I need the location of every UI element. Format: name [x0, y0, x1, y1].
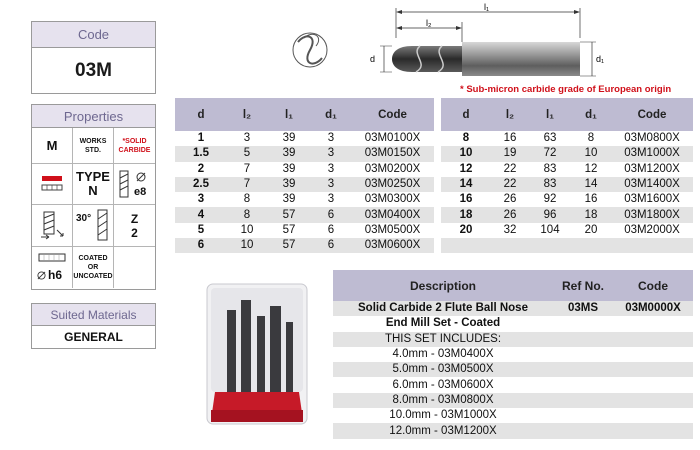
sizes-left-body [175, 131, 434, 253]
col-d: d [175, 98, 227, 131]
col-d: d [441, 98, 491, 131]
cell-code: 03M1200X [611, 162, 693, 177]
cell-description: 5.0mm - 03M0500X [333, 362, 553, 377]
cell-code: 03M0100X [351, 131, 434, 146]
col-code: Code [613, 270, 693, 301]
cell-l2: 7 [227, 177, 267, 192]
table-row [333, 316, 693, 331]
carbide-note: * Sub-micron carbide grade of European origin [460, 84, 672, 95]
z-label: Z [130, 211, 139, 226]
cell-ref [553, 362, 613, 377]
table-row [175, 238, 434, 253]
cell-l1: 57 [267, 207, 311, 222]
cell-code [613, 377, 693, 392]
cell-l1: 72 [529, 146, 571, 161]
d-label: d [370, 54, 376, 64]
cell-d1: 3 [311, 192, 351, 207]
cell-description: End Mill Set - Coated [333, 316, 553, 331]
flutes-block [131, 212, 138, 240]
properties-label: Properties [32, 105, 155, 128]
cell-d1: 8 [571, 131, 611, 146]
col-l1: l₁ [267, 98, 311, 131]
cell-d1: 16 [571, 192, 611, 207]
suited-materials-label: Suited Materials [32, 304, 155, 326]
cell-description: Solid Carbide 2 Flute Ball Nose [333, 301, 553, 316]
cell-l2: 26 [491, 207, 529, 222]
properties-grid [32, 128, 155, 288]
cell-ref: 03MS [553, 301, 613, 316]
cell-description: 4.0mm - 03M0400X [333, 347, 553, 362]
table-row [441, 207, 693, 222]
cell-d: 12 [441, 162, 491, 177]
cell-ref [553, 347, 613, 362]
cell-code [613, 393, 693, 408]
cell-d1: 3 [311, 131, 351, 146]
cell-l2: 19 [491, 146, 529, 161]
cell-l2: 7 [227, 162, 267, 177]
cell-l1: 39 [267, 131, 311, 146]
shank-tolerance-value: e8 [134, 186, 147, 198]
cell-l2: 26 [491, 192, 529, 207]
cell-d1: 12 [571, 162, 611, 177]
cell-code: 03M0600X [351, 238, 434, 253]
cell-l1: 92 [529, 192, 571, 207]
cell-l2: 16 [491, 131, 529, 146]
prop-shank-tolerance [114, 164, 155, 205]
cell-d [441, 238, 491, 253]
code-card-label: Code [32, 22, 155, 48]
type-label: TYPE [76, 169, 110, 184]
cell-d1: 3 [311, 146, 351, 161]
cell-d1: 6 [311, 207, 351, 222]
col-code: Code [351, 98, 434, 131]
cell-code: 03M0500X [351, 223, 434, 238]
cell-code: 03M0000X [613, 301, 693, 316]
col-d1: d₁ [311, 98, 351, 131]
cell-l1 [529, 238, 571, 253]
table-row [175, 207, 434, 222]
table-row [333, 408, 693, 423]
cell-l2: 10 [227, 223, 267, 238]
axial-feed-icon [37, 210, 67, 242]
sizes-right-body [441, 131, 693, 253]
end-view-icon [293, 33, 327, 67]
cell-code: 03M0200X [351, 162, 434, 177]
table-row [441, 131, 693, 146]
table-row [333, 332, 693, 347]
helix-icon [95, 209, 111, 241]
cell-l2: 3 [227, 131, 267, 146]
cell-d: 8 [441, 131, 491, 146]
prop-h6 [32, 247, 73, 288]
cell-l1: 57 [267, 223, 311, 238]
cell-d1: 6 [311, 238, 351, 253]
code-card [31, 21, 156, 94]
cell-ref [553, 408, 613, 423]
flute-icon [118, 170, 130, 198]
cell-d1: 20 [571, 223, 611, 238]
l2-label: l₂ [426, 18, 432, 28]
table-row [175, 223, 434, 238]
table-row [441, 238, 693, 253]
prop-material [32, 128, 73, 164]
cell-d1: 6 [311, 223, 351, 238]
prop-works-std [73, 128, 114, 164]
suited-materials-value: GENERAL [64, 330, 123, 344]
table-row [441, 177, 693, 192]
set-header-row [333, 270, 693, 301]
cell-code: 03M0800X [611, 131, 693, 146]
properties-card [31, 104, 156, 290]
cell-l1: 96 [529, 207, 571, 222]
h6-value: h6 [48, 268, 63, 282]
z-value: 2 [131, 225, 138, 240]
works-std-label: WORKS STD. [79, 137, 107, 154]
helix-angle-value: 30° [76, 213, 92, 224]
cell-code: 03M2000X [611, 223, 693, 238]
cell-description: 8.0mm - 03M0800X [333, 393, 553, 408]
cell-d: 14 [441, 177, 491, 192]
table-row [441, 192, 693, 207]
cell-ref [553, 393, 613, 408]
cell-code: 03M0250X [351, 177, 434, 192]
col-l1: l₁ [529, 98, 571, 131]
prop-helix [73, 205, 114, 247]
table-row [333, 423, 693, 438]
table-row [441, 223, 693, 238]
cell-ref [553, 377, 613, 392]
cell-code: 03M1600X [611, 192, 693, 207]
cell-d1: 10 [571, 146, 611, 161]
table-row [333, 377, 693, 392]
cell-l2: 22 [491, 162, 529, 177]
set-base-bottom [211, 410, 303, 422]
cell-l1: 39 [267, 177, 311, 192]
cell-d: 4 [175, 207, 227, 222]
cell-description: 12.0mm - 03M1200X [333, 423, 553, 438]
cell-d1: 14 [571, 177, 611, 192]
cell-d: 18 [441, 207, 491, 222]
cell-l2: 22 [491, 177, 529, 192]
prop-cutter-icon [32, 164, 73, 205]
prop-type [73, 164, 114, 205]
cell-d: 1 [175, 131, 227, 146]
table-row [175, 192, 434, 207]
cell-d: 20 [441, 223, 491, 238]
table-row [333, 393, 693, 408]
cell-d: 16 [441, 192, 491, 207]
cell-l2 [491, 238, 529, 253]
prop-solid-carbide [114, 128, 155, 164]
cell-l2: 8 [227, 207, 267, 222]
cell-l2: 8 [227, 192, 267, 207]
cell-code [611, 238, 693, 253]
prop-empty [114, 247, 155, 288]
l2-arrow-right [456, 26, 462, 30]
cell-code [613, 316, 693, 331]
cell-d: 2 [175, 162, 227, 177]
cell-description: THIS SET INCLUDES: [333, 332, 553, 347]
cell-l1: 63 [529, 131, 571, 146]
solid-carbide-label: *SOLID CARBIDE [118, 137, 151, 154]
cell-l1: 57 [267, 238, 311, 253]
cell-l1: 39 [267, 192, 311, 207]
cell-code: 03M1000X [611, 146, 693, 161]
table-row [175, 177, 434, 192]
cell-code: 03M1400X [611, 177, 693, 192]
diameter-icon [37, 271, 46, 280]
cell-code [613, 408, 693, 423]
sizes-right-header-row [441, 98, 693, 131]
cell-code [613, 347, 693, 362]
sizes-table-left [175, 98, 434, 253]
cell-l2: 5 [227, 146, 267, 161]
col-description: Description [333, 270, 553, 301]
cell-code: 03M0400X [351, 207, 434, 222]
table-row [333, 362, 693, 377]
coated-label: COATED OR UNCOATED [73, 255, 113, 280]
table-row [333, 347, 693, 362]
table-row [175, 146, 434, 161]
cell-d: 6 [175, 238, 227, 253]
table-row [333, 301, 693, 316]
diameter-icon [136, 172, 146, 182]
cell-l1: 39 [267, 146, 311, 161]
cell-code [613, 423, 693, 438]
cell-d1: 18 [571, 207, 611, 222]
cell-description: 6.0mm - 03M0600X [333, 377, 553, 392]
cell-code: 03M0150X [351, 146, 434, 161]
end-mill-set-image [175, 270, 333, 439]
cell-code [613, 332, 693, 347]
code-card-value: 03M [75, 60, 112, 81]
l1-arrow-right [574, 10, 580, 14]
prop-coated [73, 247, 114, 288]
table-row [175, 131, 434, 146]
sizes-left-header-row [175, 98, 434, 131]
table-row [441, 146, 693, 161]
type-block [76, 170, 110, 198]
col-l2: l₂ [491, 98, 529, 131]
cell-d1: 3 [311, 177, 351, 192]
d1-label: d₁ [596, 54, 605, 64]
cell-l1: 104 [529, 223, 571, 238]
tool-shank [462, 42, 580, 76]
table-row [441, 162, 693, 177]
cell-code: 03M0300X [351, 192, 434, 207]
cell-d1 [571, 238, 611, 253]
prop-axial-feed [32, 205, 73, 247]
cell-code [613, 362, 693, 377]
cell-d1: 3 [311, 162, 351, 177]
set-body [333, 301, 693, 439]
col-ref: Ref No. [553, 270, 613, 301]
l1-arrow-left [396, 10, 402, 14]
l1-label: l₁ [484, 2, 490, 12]
table-row [175, 162, 434, 177]
material-letter: M [46, 138, 58, 153]
cell-d: 2.5 [175, 177, 227, 192]
cell-l1: 83 [529, 162, 571, 177]
prop-flutes [114, 205, 155, 247]
cell-d: 5 [175, 223, 227, 238]
cell-d: 10 [441, 146, 491, 161]
cell-code: 03M1800X [611, 207, 693, 222]
tool-drawing [280, 2, 640, 92]
col-l2: l₂ [227, 98, 267, 131]
col-code: Code [611, 98, 693, 131]
l2-arrow-left [396, 26, 402, 30]
cell-l2: 10 [227, 238, 267, 253]
cell-description: 10.0mm - 03M1000X [333, 408, 553, 423]
tool-flute [392, 46, 462, 72]
sizes-table-right [441, 98, 693, 253]
cell-l1: 83 [529, 177, 571, 192]
cell-ref [553, 316, 613, 331]
cell-ref [553, 332, 613, 347]
cell-d: 3 [175, 192, 227, 207]
cutting-edge-icon [37, 174, 67, 194]
suited-materials-card [31, 303, 156, 349]
type-value: N [88, 183, 98, 198]
cell-ref [553, 423, 613, 438]
cell-l1: 39 [267, 162, 311, 177]
set-table [333, 270, 693, 439]
shank-icon [38, 253, 66, 262]
cell-d: 1.5 [175, 146, 227, 161]
col-d1: d₁ [571, 98, 611, 131]
cell-l2: 32 [491, 223, 529, 238]
